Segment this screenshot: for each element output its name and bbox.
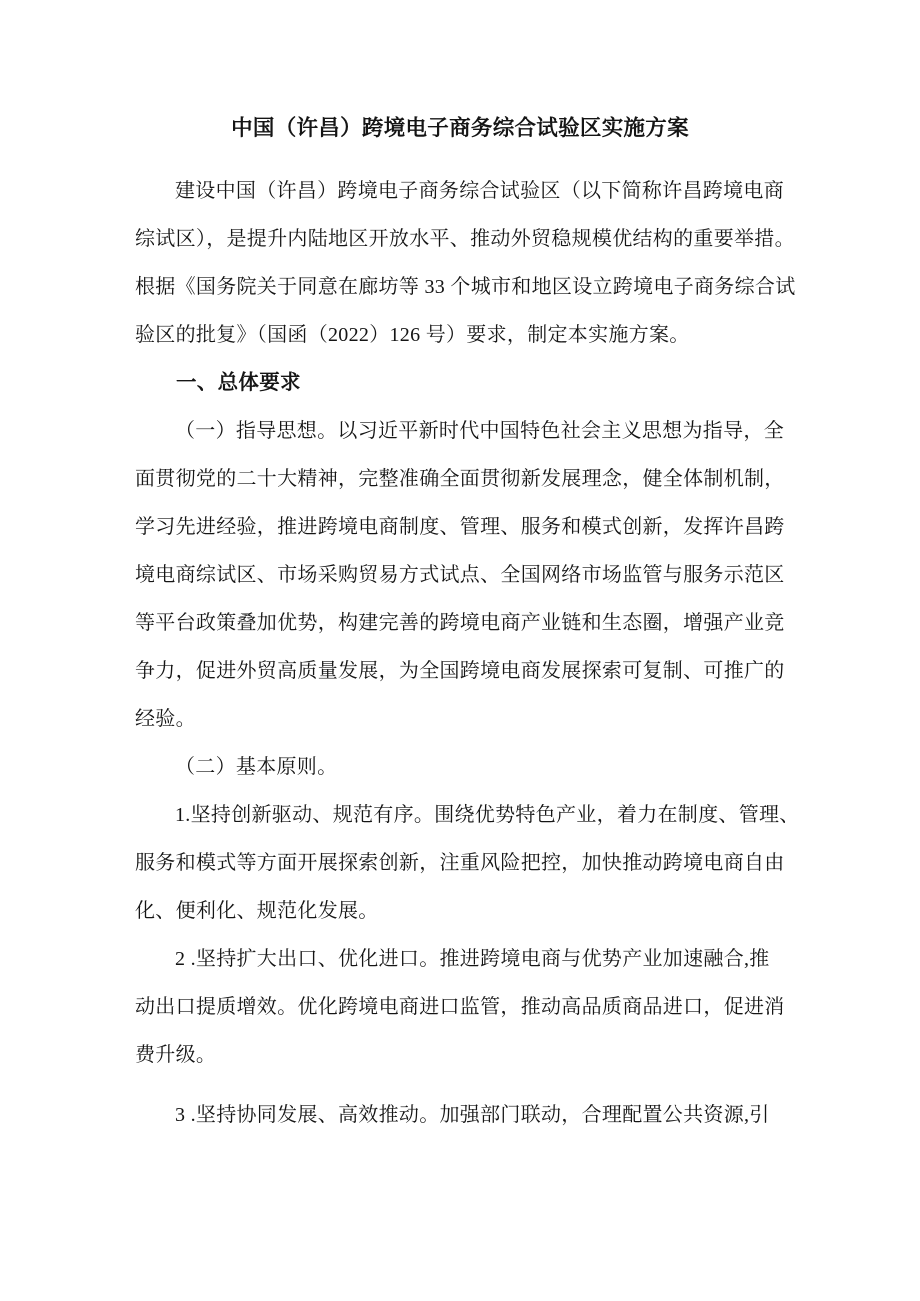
text-line: 费升级。 xyxy=(135,1044,217,1066)
text-line: 综试区），是提升内陆地区开放水平、推动外贸稳规模优结构的重要举措。 xyxy=(135,228,795,250)
paragraph-basic-principles xyxy=(135,743,785,791)
text-line: 化、便利化、规范化发展。 xyxy=(135,900,379,922)
text-line: （一）指导思想。以习近平新时代中国特色社会主义思想为指导，全 xyxy=(175,420,784,442)
paragraph-guiding-ideology xyxy=(135,407,785,743)
paragraph-intro xyxy=(135,167,796,359)
text-line: 一、总体要求 xyxy=(176,371,301,394)
page-title: 中国（许昌）跨境电子商务综合试验区实施方案 xyxy=(231,116,689,140)
text-line: 验区的批复》（国函（2022）126 号）要求，制定本实施方案。 xyxy=(135,324,690,346)
section-heading-overall-requirements xyxy=(135,359,785,407)
text-line: 根据《国务院关于同意在廊坊等 33 个城市和地区设立跨境电子商务综合试 xyxy=(135,276,796,298)
paragraph-principle-3 xyxy=(135,1091,785,1139)
text-line: 1.坚持创新驱动、规范有序。围绕优势特色产业，着力在制度、管理、 xyxy=(175,804,800,826)
text-line: 争力，促进外贸高质量发展，为全国跨境电商发展探索可复制、可推广的 xyxy=(135,660,785,682)
text-line: 建设中国（许昌）跨境电子商务综合试验区（以下简称许昌跨境电商 xyxy=(175,180,784,202)
text-line: 服务和模式等方面开展探索创新，注重风险把控，加快推动跨境电商自由 xyxy=(135,852,785,874)
text-line: 2 .坚持扩大出口、优化进口。推进跨境电商与优势产业加速融合,推 xyxy=(175,948,770,970)
text-line: 3 .坚持协同发展、高效推动。加强部门联动，合理配置公共资源,引 xyxy=(175,1104,770,1126)
text-line: 面贯彻党的二十大精神，完整准确全面贯彻新发展理念，健全体制机制， xyxy=(135,468,785,490)
text-line: （二）基本原则。 xyxy=(175,756,338,778)
text-line: 经验。 xyxy=(135,708,196,730)
paragraph-principle-2 xyxy=(135,935,785,1079)
text-line: 动出口提质增效。优化跨境电商进口监管，推动高品质商品进口，促进消 xyxy=(135,996,785,1018)
text-line: 境电商综试区、市场采购贸易方式试点、全国网络市场监管与服务示范区 xyxy=(135,564,785,586)
paragraph-principle-1 xyxy=(135,791,800,935)
text-line: 等平台政策叠加优势，构建完善的跨境电商产业链和生态圈，增强产业竞 xyxy=(135,612,785,634)
text-line: 学习先进经验，推进跨境电商制度、管理、服务和模式创新，发挥许昌跨 xyxy=(135,516,785,538)
